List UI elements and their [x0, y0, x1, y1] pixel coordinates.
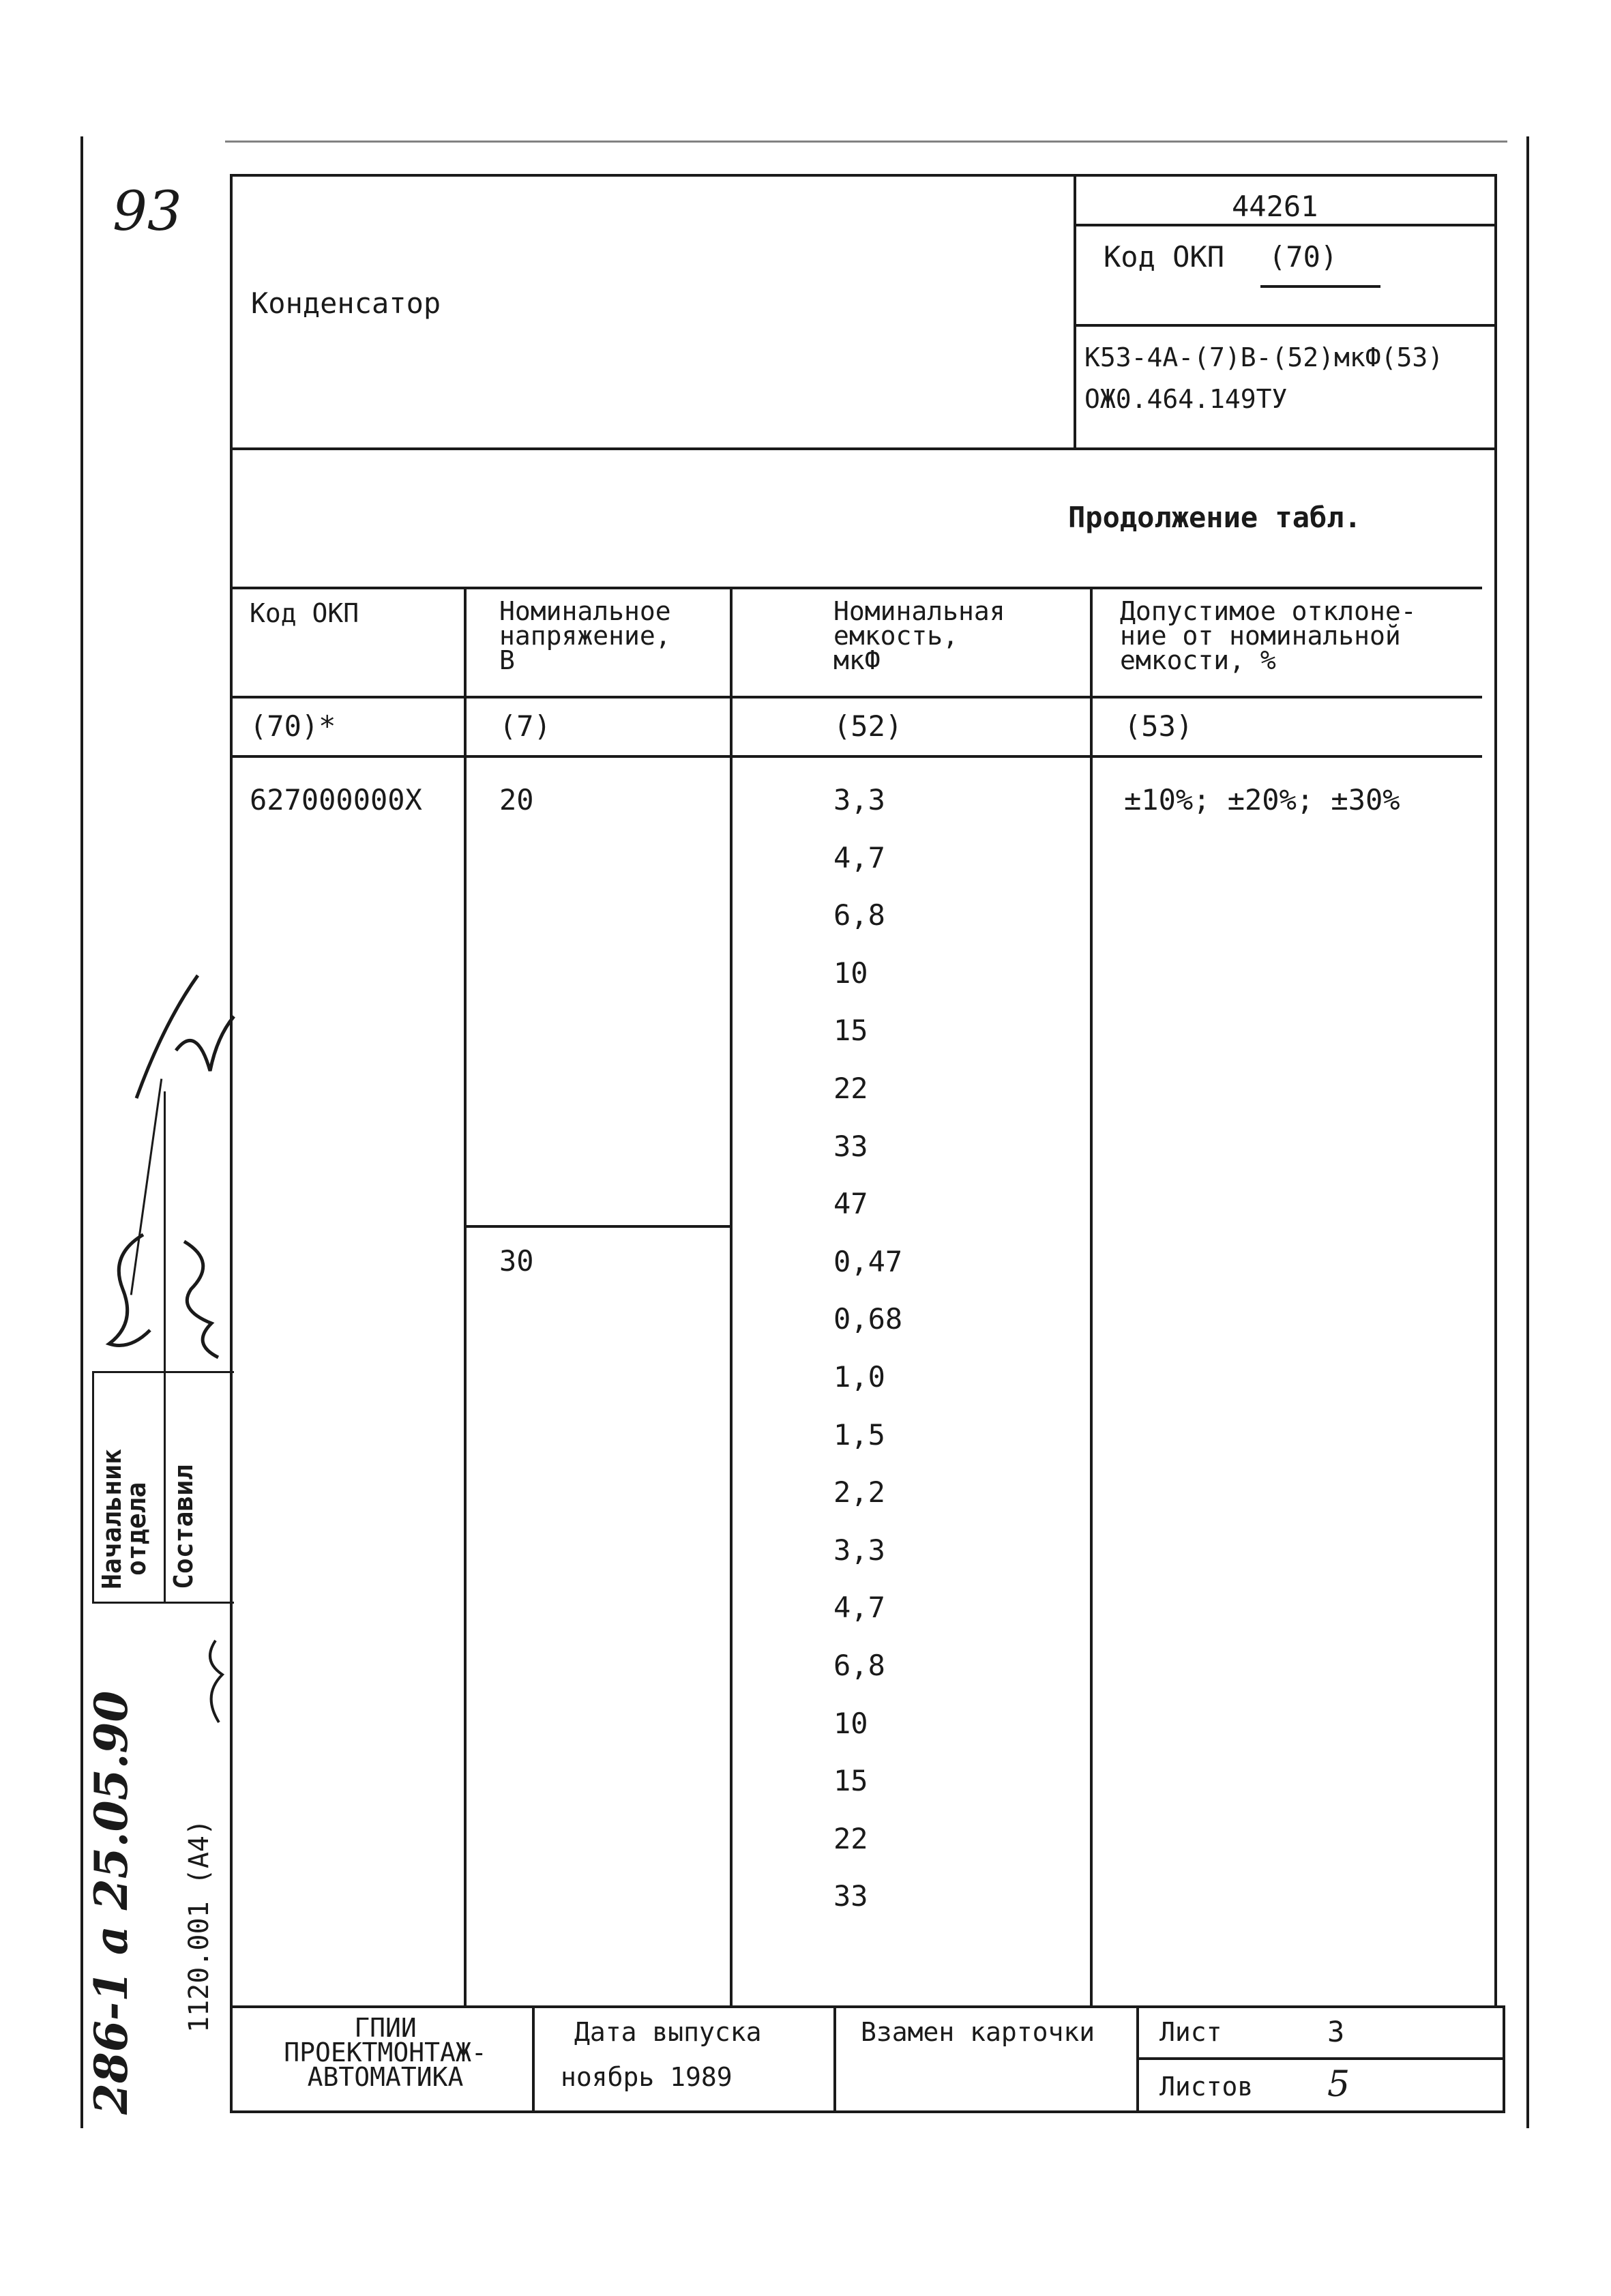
capacitance-value: 10: [833, 1707, 868, 1740]
replace-label: Взамен карточки: [861, 2017, 1095, 2047]
continuation-label: Продолжение табл.: [1068, 501, 1361, 534]
footer-org-line: ГПИИ: [354, 2013, 417, 2043]
footer-org: [246, 2013, 525, 2093]
head-of-department-label: [97, 1449, 152, 1589]
column-divider-3: [1090, 587, 1093, 2007]
capacitance-value: 0,47: [833, 1245, 903, 1278]
margin-line-mid: [164, 1091, 166, 1603]
code-capacitance: (52): [833, 709, 903, 743]
head-label-line: Начальник: [97, 1449, 127, 1589]
handwritten-registration-date: 286-1 а 25.05.90: [85, 1690, 138, 2115]
column-divider-1: [464, 587, 467, 2007]
left-binding-line: [80, 136, 83, 2128]
header-tolerance: [1120, 596, 1417, 676]
table-codes-bottom-line: [230, 755, 1482, 758]
okp-label: Код ОКП: [1104, 240, 1225, 274]
header-capacitance-line: мкФ: [833, 645, 881, 676]
header-divider-1: [1074, 224, 1497, 226]
header-okp-line: Код ОКП: [250, 598, 359, 628]
header-voltage: [499, 596, 671, 676]
capacitance-value: 3,3: [833, 783, 885, 816]
footer-sheet-divider: [1136, 2057, 1505, 2060]
issue-value: ноябрь 1989: [561, 2062, 733, 2092]
signature-head: [95, 1228, 164, 1364]
product-name: Конденсатор: [251, 286, 441, 320]
head-label-line: отдела: [121, 1482, 152, 1576]
header-capacitance-line: Номинальная: [833, 596, 1005, 626]
margin-line-top: [92, 1371, 234, 1373]
code-okp: (70)*: [250, 709, 336, 743]
capacitance-value: 1,5: [833, 1418, 885, 1452]
form-code: 1120.001 (А4): [183, 1819, 215, 2033]
voltage-group-divider: [467, 1225, 730, 1228]
signature-long-stroke: [123, 969, 205, 1105]
capacitance-value: 2,2: [833, 1475, 885, 1509]
capacitance-value: 15: [833, 1764, 868, 1797]
code-voltage: (7): [499, 709, 551, 743]
capacitance-value: 6,8: [833, 1649, 885, 1682]
voltage-value: 30: [499, 1244, 534, 1278]
issue-label: Дата выпуска: [574, 2017, 762, 2047]
capacitance-value: 4,7: [833, 841, 885, 874]
column-divider-2: [730, 587, 733, 2007]
header-tolerance-line: емкости, %: [1120, 645, 1276, 676]
capacitance-value: 15: [833, 1014, 868, 1047]
capacitance-value: 1,0: [833, 1360, 885, 1394]
capacitance-value: 22: [833, 1822, 868, 1855]
header-capacitance-line: емкость,: [833, 621, 959, 651]
capacitance-value: 6,8: [833, 898, 885, 932]
tolerance-value: ±10%; ±20%; ±30%: [1124, 783, 1400, 816]
capacitance-value: 47: [833, 1187, 868, 1220]
capacitance-value: 4,7: [833, 1591, 885, 1624]
header-okp: [250, 600, 359, 628]
corner-number: 93: [113, 179, 182, 243]
signature-small: [195, 1634, 236, 1729]
header-tolerance-line: ние от номинальной: [1120, 621, 1401, 651]
right-binding-line: [1526, 136, 1529, 2128]
margin-line-outer: [92, 1371, 94, 1603]
voltage-value: 20: [499, 783, 534, 816]
footer-divider-2: [833, 2005, 836, 2113]
header-divider-2: [1074, 324, 1497, 327]
designation: К53-4А-(7)В-(52)мкФ(53): [1084, 342, 1444, 372]
capacitance-value: 22: [833, 1072, 868, 1105]
okp-code-value: 627000000X: [250, 783, 422, 816]
sheet-value: 3: [1327, 2015, 1345, 2048]
sheets-label: Листов: [1159, 2072, 1254, 2102]
header-voltage-line: напряжение,: [499, 621, 671, 651]
footer-org-line: АВТОМАТИКА: [307, 2062, 464, 2093]
margin-line-bottom: [92, 1602, 234, 1604]
capacitance-value: 33: [833, 1879, 868, 1913]
footer-divider-1: [532, 2005, 535, 2113]
capacitance-value: 10: [833, 956, 868, 990]
top-dashed-line: [225, 141, 1507, 143]
capacitance-value: 0,68: [833, 1302, 903, 1336]
header-voltage-line: Номинальное: [499, 596, 671, 626]
okp-underline: [1260, 285, 1380, 288]
sheets-value: 5: [1327, 2064, 1350, 2105]
footer-org-line: ПРОЕКТМОНТАЖ-: [284, 2037, 487, 2068]
table-header-bottom-line: [230, 696, 1482, 698]
code-number: 44261: [1232, 190, 1318, 223]
capacitance-value: 33: [833, 1130, 868, 1163]
header-divider-vertical: [1074, 174, 1076, 450]
header-capacitance: [833, 596, 1005, 676]
header-voltage-line: В: [499, 645, 515, 676]
table-top-line: [230, 587, 1482, 589]
author-label: Составил: [168, 1464, 198, 1589]
sheet-label: Лист: [1159, 2017, 1222, 2047]
code-tolerance: (53): [1124, 709, 1194, 743]
header-tolerance-line: Допустимое отклоне-: [1120, 596, 1417, 626]
okp-value: (70): [1269, 240, 1338, 274]
signature-author: [171, 1228, 232, 1364]
capacitance-value: 3,3: [833, 1533, 885, 1567]
spec-number: ОЖ0.464.149ТУ: [1084, 384, 1288, 414]
